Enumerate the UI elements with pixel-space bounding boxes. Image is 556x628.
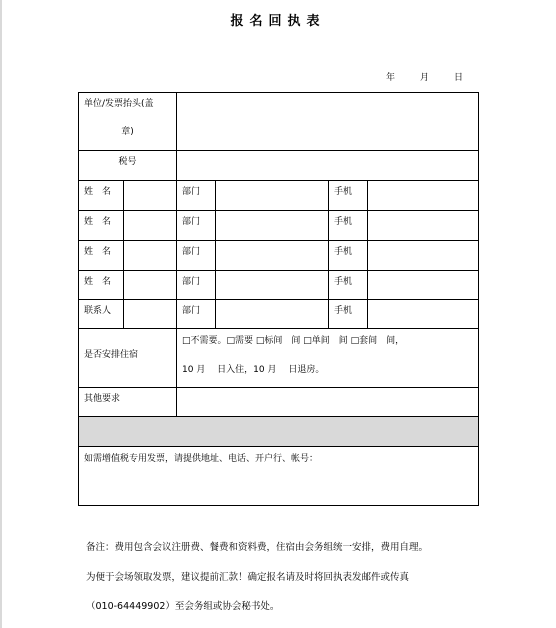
date-year-label: 年 [386, 73, 396, 83]
attendee-3-phone-cell[interactable] [368, 241, 478, 270]
attendee-1-phone-label: 手机 [334, 187, 353, 197]
attendee-1-dept-cell[interactable] [216, 181, 328, 210]
vat-invoice-note: 如需增值税专用发票，请提供地址、电话、开户行、帐号： [84, 454, 319, 464]
attendee-2-name-label: 姓 名 [84, 217, 112, 227]
attendee-1-name-label: 姓 名 [84, 187, 112, 197]
tax-number-input-cell[interactable] [177, 151, 478, 180]
gray-separator-row [78, 416, 479, 446]
vat-invoice-input-area[interactable] [79, 464, 478, 505]
note-line-2: 为便于会场领取发票，建议提前汇款！确定报名请及时将回执表发邮件或传真 [86, 572, 410, 583]
company-input-cell[interactable] [177, 93, 478, 150]
attendee-4-phone-cell[interactable] [368, 271, 478, 299]
attendee-1-dept-label: 部门 [182, 187, 201, 197]
note-line-3: （010-64449902）至会务组或协会秘书处。 [86, 601, 280, 612]
other-requirements-cell[interactable] [177, 388, 478, 416]
lodging-options[interactable]: □不需要。□需要 □标间 间 □单间 间 □套间 间， [182, 336, 405, 346]
attendee-3-name-cell[interactable] [124, 241, 176, 270]
attendee-4-name-cell[interactable] [124, 271, 176, 299]
company-label-line2: 章) [121, 127, 134, 137]
page-edge [0, 0, 2, 628]
lodging-dates[interactable]: 10 月 日入住，10 月 日退房。 [182, 365, 325, 375]
attendee-1-name-cell[interactable] [124, 181, 176, 210]
contact-person-label: 联系人 [84, 306, 112, 316]
page-title: 报名回执表 [230, 14, 326, 29]
contact-phone-cell[interactable] [368, 300, 478, 328]
attendee-3-dept-cell[interactable] [216, 241, 328, 270]
company-label-line1: 单位/发票抬头(盖 [84, 99, 154, 109]
other-requirements-label: 其他要求 [84, 394, 121, 404]
attendee-4-dept-cell[interactable] [216, 271, 328, 299]
attendee-4-dept-label: 部门 [182, 277, 201, 287]
attendee-3-name-label: 姓 名 [84, 247, 112, 257]
contact-dept-cell[interactable] [216, 300, 328, 328]
contact-person-cell[interactable] [124, 300, 176, 328]
attendee-2-phone-label: 手机 [334, 217, 353, 227]
date-month-label: 月 [420, 73, 430, 83]
lodging-label: 是否安排住宿 [84, 350, 139, 360]
attendee-4-name-label: 姓 名 [84, 277, 112, 287]
attendee-4-phone-label: 手机 [334, 277, 353, 287]
attendee-2-name-cell[interactable] [124, 211, 176, 240]
contact-dept-label: 部门 [182, 306, 201, 316]
note-line-1: 备注：费用包含会议注册费、餐费和资料费，住宿由会务组统一安排，费用自理。 [86, 542, 429, 553]
contact-phone-label: 手机 [334, 306, 353, 316]
attendee-1-phone-cell[interactable] [368, 181, 478, 210]
attendee-3-phone-label: 手机 [334, 247, 353, 257]
attendee-3-dept-label: 部门 [182, 247, 201, 257]
attendee-2-phone-cell[interactable] [368, 211, 478, 240]
date-day-label: 日 [454, 73, 464, 83]
attendee-2-dept-cell[interactable] [216, 211, 328, 240]
tax-number-label: 税号 [118, 157, 137, 167]
registration-form [78, 92, 479, 506]
attendee-2-dept-label: 部门 [182, 217, 201, 227]
